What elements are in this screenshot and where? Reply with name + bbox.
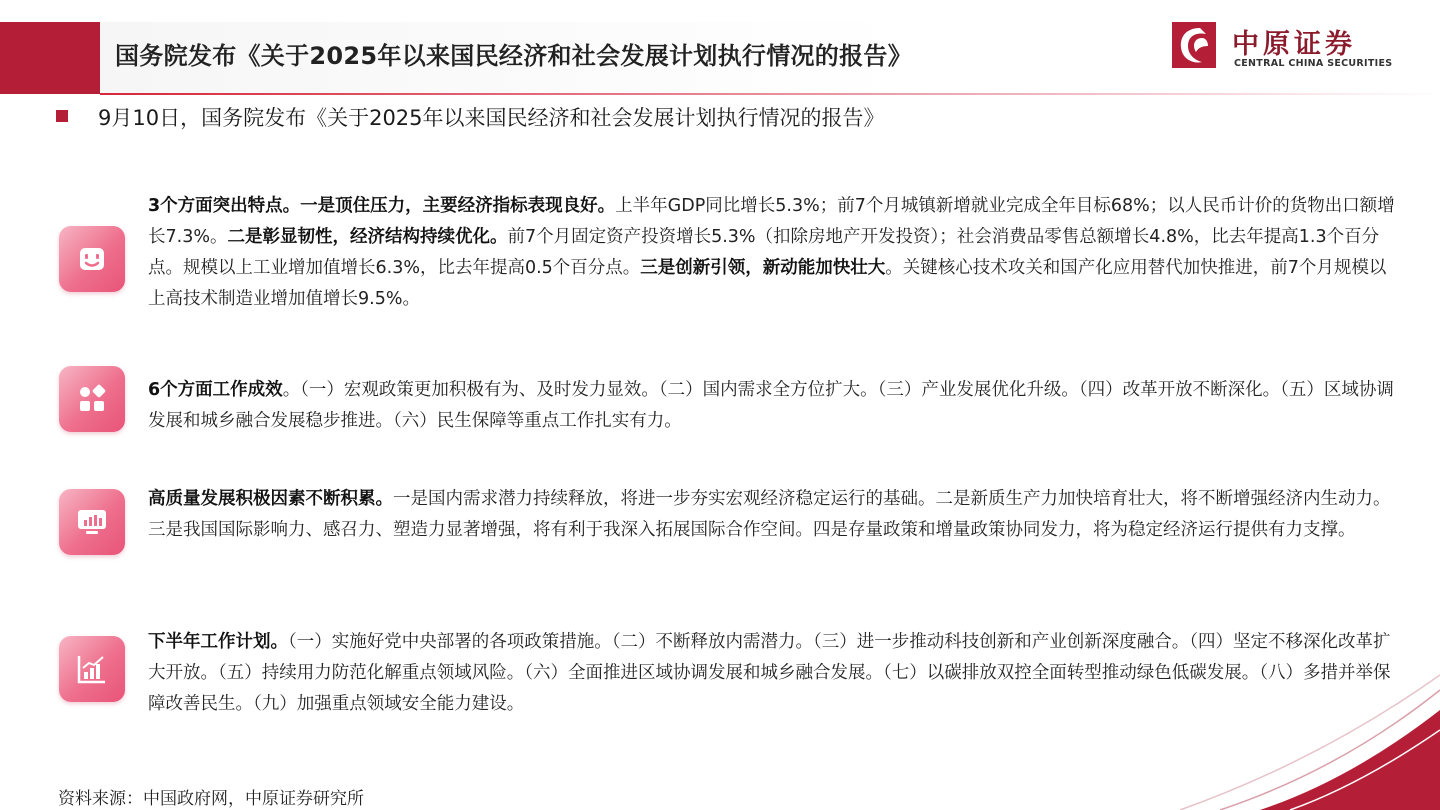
section-highlight-text: 二是彰显韧性，经济结构持续优化。 bbox=[227, 227, 508, 247]
section-body-text: 。关键核心技术攻关和国产化应用替代加快推进，前7个月规模以上高技术制造业增加值增长9.5%。 bbox=[148, 258, 1387, 309]
logo-english-text: CENTRAL CHINA SECURITIES bbox=[1234, 58, 1393, 69]
company-logo bbox=[1172, 22, 1412, 70]
header-accent-block bbox=[0, 22, 100, 94]
bar-growth-icon bbox=[59, 636, 125, 702]
section-positive-factors bbox=[148, 484, 1398, 546]
page-title: 国务院发布《关于2025年以来国民经济和社会发展计划执行情况的报告》 bbox=[115, 42, 912, 70]
section-highlight-text: 高质量发展积极因素不断积累。 bbox=[148, 489, 393, 509]
logo-chinese-text: 中原证券 bbox=[1232, 29, 1356, 60]
section-body-text: 上半年GDP同比增长5.3%；前7个月城镇新增就业完成全年目标68%；以人民币计价的货物出口额增长7.3%。 bbox=[148, 196, 1395, 247]
monitor-chart-icon bbox=[59, 489, 125, 555]
corner-decoration bbox=[1120, 670, 1440, 810]
section-work-results bbox=[148, 375, 1398, 437]
section-highlight-text: 6个方面工作成效 bbox=[148, 380, 283, 400]
apps-grid-icon bbox=[59, 366, 125, 432]
source-note: 资料来源：中国政府网，中原证券研究所 bbox=[58, 789, 364, 809]
section-body-text: 一是国内需求潜力持续释放，将进一步夯实宏观经济稳定运行的基础。二是新质生产力加快培育壮大，将不断增强经济内生动力。三是我国国际影响力、感召力、塑造力显著增强，将有利于我深入拓展国际合作空间。四是存量政策和增量政策协同发力，将为稳定经济运行提供有力支撑。 bbox=[148, 489, 1391, 540]
section-key-features bbox=[148, 191, 1398, 315]
robot-face-icon bbox=[59, 226, 125, 292]
title-underline bbox=[100, 93, 1440, 95]
section-highlight-text: 下半年工作计划。 bbox=[148, 632, 288, 652]
section-highlight-text: 3个方面突出特点。一是顶住压力，主要经济指标表现良好。 bbox=[148, 196, 616, 216]
logo-mark-icon bbox=[1172, 22, 1216, 68]
subtitle-bullet-icon bbox=[56, 110, 68, 122]
section-body-text: 。（一）宏观政策更加积极有为、及时发力显效。（二）国内需求全方位扩大。（三）产业发展优化升级。（四）改革开放不断深化。（五）区域协调发展和城乡融合发展稳步推进。（六）民生保障等重点工作扎实有力。 bbox=[148, 380, 1394, 431]
subtitle: 9月10日，国务院发布《关于2025年以来国民经济和社会发展计划执行情况的报告》 bbox=[98, 106, 885, 130]
section-body-text: （一）实施好党中央部署的各项政策措施。（二）不断释放内需潜力。（三）进一步推动科技创新和产业创新深度融合。（四）坚定不移深化改革扩大开放。（五）持续用力防范化解重点领域风险。（六）全面推进区域协调发展和城乡融合发展。（七）以碳排放双控全面转型推动绿色低碳发展。（八）多措并举保障改善民生。（九）加强重点领域安全能力建设。 bbox=[148, 632, 1391, 714]
section-body-text: 前7个月固定资产投资增长5.3%（扣除房地产开发投资）；社会消费品零售总额增长4.8%，比去年提高1.3个百分点。规模以上工业增加值增长6.3%，比去年提高0.5个百分点。 bbox=[148, 227, 1380, 278]
section-highlight-text: 三是创新引领，新动能加快壮大 bbox=[640, 258, 886, 278]
